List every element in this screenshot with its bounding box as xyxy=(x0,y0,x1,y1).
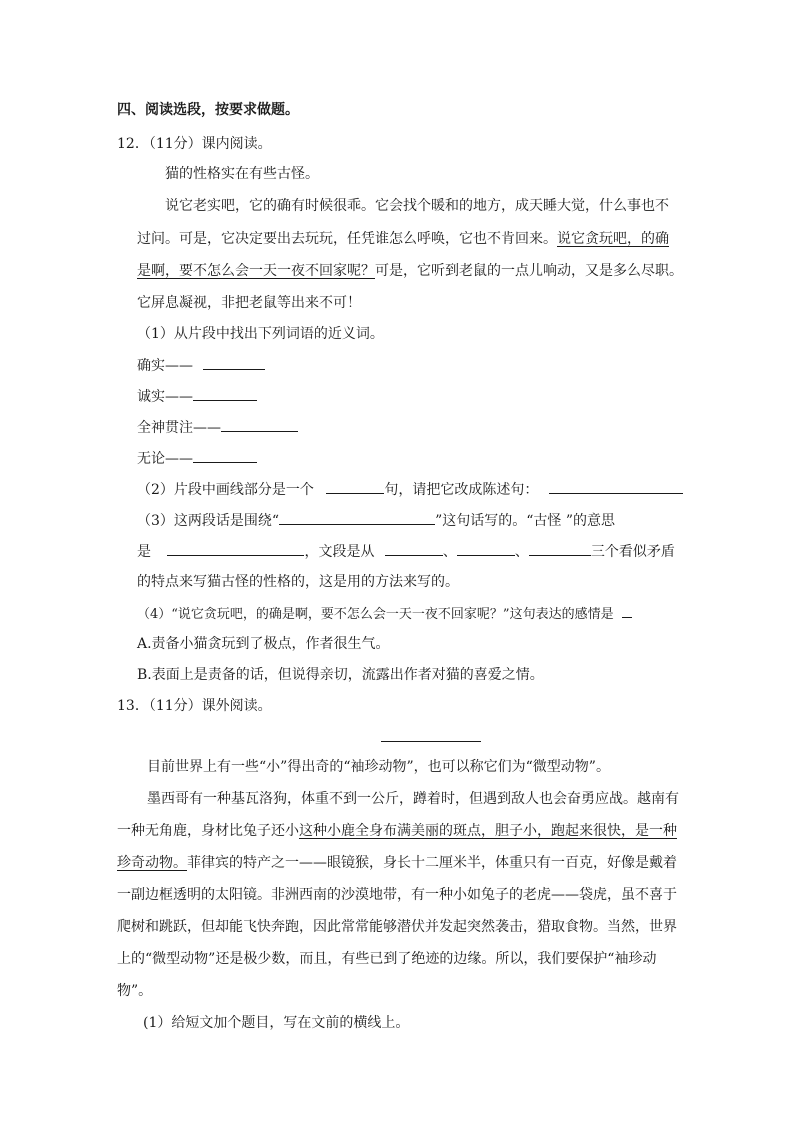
synonym-row xyxy=(137,355,265,376)
q12-option-b[interactable]: B.表面上是责备的话，但说得亲切，流露出作者对猫的喜爱之情。 xyxy=(137,667,544,683)
synonym-word: 诚实—— xyxy=(137,389,193,405)
q12-passage-p2-line4: 它屏息凝视，非把老鼠等出来不可！ xyxy=(137,295,361,311)
sub3-text: ，文段是从 xyxy=(304,544,375,560)
answer-blank[interactable] xyxy=(193,386,257,401)
sub3-text: （3）这两段话是围绕“ xyxy=(137,513,280,529)
q12-passage-p2-line1: 说它老实吧，它的确有时候很乖。它会找个暖和的地方，成天睡大觉，什么事也不 xyxy=(165,198,669,214)
answer-blank[interactable] xyxy=(193,448,257,463)
answer-blank[interactable] xyxy=(326,479,384,494)
underlined-sentence: 这种小鹿全身布满美丽的斑点，胆子小，跑起来很快，是一种 xyxy=(299,823,677,839)
synonym-word: 确实—— xyxy=(137,358,193,374)
q12-header: 12．（11分）课内阅读。 xyxy=(117,136,272,152)
synonym-row xyxy=(137,386,257,407)
sub3-text: 三个看似矛盾 xyxy=(590,544,675,560)
passage-text: 可是，它听到老鼠的一点儿响动，又是多么尽职。 xyxy=(375,263,683,279)
underlined-sentence: 是啊，要不怎么会一天一夜不回家呢？ xyxy=(137,263,375,279)
sub3-text: 、 xyxy=(514,544,529,560)
synonym-row xyxy=(137,417,298,438)
q13-sub1-prompt: (1）给短文加个题目，写在文前的横线上。 xyxy=(143,1015,410,1031)
synonym-word: 无论—— xyxy=(137,451,193,467)
q12-passage-p2-line2 xyxy=(137,229,669,249)
q13-passage-line4: 一副边框透明的太阳镜。非洲西南的沙漠地带，有一种小如兔子的老虎——袋虎，虽不喜于 xyxy=(117,887,677,903)
q12-sub1-prompt: （1）从片段中找出下列词语的近义词。 xyxy=(137,326,384,342)
q13-passage-line6: 上的“微型动物”还是极少数，而且，有些已到了绝迹的边缘。所以，我们要保护“袖珍动 xyxy=(117,951,657,967)
underlined-sentence: 说它贪玩吧，的确 xyxy=(557,231,669,247)
sub4-text: （4）“说它贪玩吧，的确是啊，要不怎么会一天一夜不回家呢？”这句表达的感情是 xyxy=(137,607,614,622)
answer-blank[interactable] xyxy=(167,541,304,556)
q12-sub4-prompt xyxy=(137,603,632,625)
q13-passage-line3 xyxy=(117,853,677,873)
title-blank[interactable] xyxy=(381,741,481,742)
passage-text: 过问。可是，它决定要出去玩玩，任凭谁怎么呼唤，它也不肯回来。 xyxy=(137,231,557,247)
q12-passage-p1: 猫的性格实在有些古怪。 xyxy=(165,166,319,182)
answer-blank[interactable] xyxy=(457,541,515,556)
sub3-text: ”这句话写的。“古怪 ”的意思 xyxy=(435,513,615,529)
q13-passage-line7: 物”。 xyxy=(117,983,153,999)
q12-sub3-line3: 的特点来写猫古怪的性格的，这是用的方法来写的。 xyxy=(137,574,459,590)
q12-option-a[interactable]: A.责备小猫贪玩到了极点，作者很生气。 xyxy=(137,636,390,652)
answer-blank[interactable] xyxy=(221,417,298,432)
answer-blank[interactable] xyxy=(622,603,632,618)
answer-blank[interactable] xyxy=(529,541,591,556)
answer-blank[interactable] xyxy=(279,510,435,525)
q13-passage-line2 xyxy=(117,821,677,841)
sub3-text: 是 xyxy=(137,544,151,560)
synonym-row xyxy=(137,448,257,469)
passage-text: 一种无角鹿，身材比兔子还小 xyxy=(117,823,299,839)
sub2-text: （2）片段中画线部分是一个 xyxy=(137,482,314,498)
q13-passage-line1: 墨西哥有一种基瓦洛狗，体重不到一公斤，蹲着时，但遇到敌人也会奋勇应战。越南有 xyxy=(147,791,679,807)
sub3-text: 、 xyxy=(442,544,457,560)
q12-sub2 xyxy=(137,479,683,500)
q12-sub3-line1 xyxy=(137,510,615,531)
q13-passage-line5: 爬树和跳跃，但却能飞快奔跑，因此常常能够潜伏并发起突然袭击，猎取食物。当然，世界 xyxy=(117,919,677,935)
underlined-sentence: 珍奇动物。 xyxy=(117,855,187,871)
synonym-word: 全神贯注—— xyxy=(137,420,221,436)
q12-passage-p2-line3 xyxy=(137,261,683,281)
section-heading: 四、阅读选段，按要求做题。 xyxy=(117,102,299,118)
answer-blank[interactable] xyxy=(385,541,443,556)
q13-header: 13．（11分）课外阅读。 xyxy=(117,698,272,714)
q12-sub3-line2 xyxy=(137,541,675,562)
answer-blank[interactable] xyxy=(203,355,265,370)
sub2-text: 句，请把它改成陈述句： xyxy=(384,482,539,498)
q13-passage-p1: 目前世界上有一些“小”得出奇的“袖珍动物”，也可以称它们为“微型动物”。 xyxy=(147,759,610,775)
passage-text: 菲律宾的特产之一——眼镜猴，身长十二厘米半，体重只有一百克，好像是戴着 xyxy=(187,855,677,871)
answer-blank[interactable] xyxy=(549,479,683,494)
